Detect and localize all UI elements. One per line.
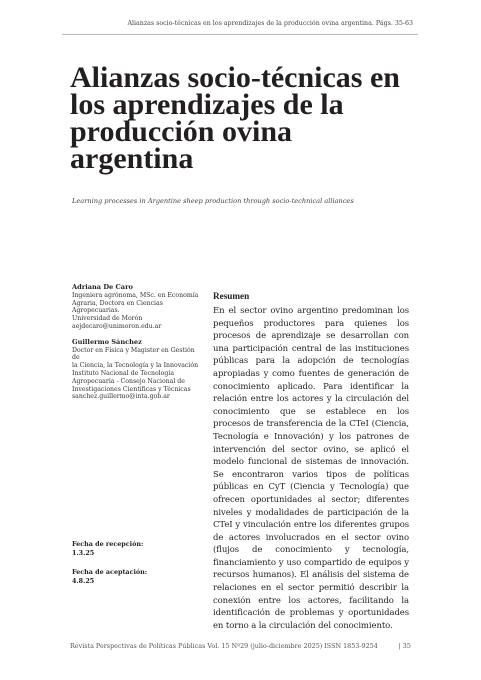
author-affiliation-line: Agraria, Doctora en Ciencias — [72, 299, 163, 307]
abstract-body: En el sector ovino argentino predominan los pequeños productores para quienes los procesos de aprendizaje se desarrollan con una participación central de las instituciones públicas para la adopción de tecnologías apropiadas y como fuentes de generación de conocimiento aplicado. Para identificar la relación entre los actores y la circulación del conocimiento que se establece en los procesos de transferencia de la CTeI (Ciencia, Tecnología e Innovación) y los patrones de intervención del sector ovino, se aplicó el modelo funcional de sistemas de innovación. Se encontraron varios tipos de políticas públicas en CyT (Ciencia y Tecnología) que ofrecen oportunidades al sector; diferentes niveles y modalidades de participación de la CTeI y vinculación entre los diferentes grupos de actores involucrados en el sector ovino (flujos de conocimiento y tecnología, financiamiento y uso compartido de equipos y recursos humanos). El análisis del sistema de relaciones en el sector permitió describir la conexión entre los actores, facilitando la identificación de problemas y oportunidades en torno a la circulación del conocimiento. — [213, 306, 409, 631]
author-affiliation-line: Instituto Nacional de Tecnología — [72, 369, 175, 377]
author-affiliation-line: Investigaciones Científicas y Técnicas — [72, 385, 191, 393]
author-name: Adriana De Caro — [72, 283, 133, 291]
accepted-label: Fecha de aceptación: — [72, 568, 148, 576]
author-affiliation-line: Ingeniera agrónoma, MSc. en Economía — [72, 291, 199, 299]
article-subtitle: Learning processes in Argentine sheep production through socio-technical alliances — [72, 197, 354, 205]
abstract — [213, 291, 409, 632]
accepted-date: 4.8.25 — [72, 577, 95, 585]
received-date: 1.3.25 — [72, 549, 95, 557]
abstract-heading: Resumen — [213, 291, 250, 301]
author-2 — [72, 339, 204, 401]
footer-journal: Revista Perspectivas de Políticas Públicas Vol. 15 Nº29 (julio-diciembre 2025) ISSN 1853-9254 — [70, 642, 378, 650]
running-head: Alianzas socio-técnicas en los aprendizajes de la producción ovina argentina. Págs. 35-63 — [127, 20, 413, 27]
author-affiliation-line: Doctor en Física y Magister en Gestión de — [72, 346, 195, 362]
author-affiliation-line: Agropecuarias. — [72, 307, 120, 315]
author-affiliation-line: la Ciencia, la Tecnología y la Innovación — [72, 362, 199, 370]
header-rule — [62, 34, 418, 35]
author-affiliation-line: Agropecuaria - Consejo Nacional de — [72, 377, 185, 385]
author-1 — [72, 284, 204, 331]
author-name: Guillermo Sánchez — [72, 337, 142, 346]
page-number: | 35 — [398, 642, 411, 650]
received-label: Fecha de recepción: — [72, 540, 144, 548]
author-affiliation-line: Universidad de Morón — [72, 315, 143, 323]
dates-block — [72, 540, 204, 596]
author-email: sanchez.guillermo@inta.gob.ar — [72, 393, 170, 401]
authors-block — [72, 284, 204, 409]
author-email: aejdecaro@unimoron.edu.ar — [72, 322, 162, 330]
article-title: Alianzas socio-técnicas en los aprendizajes de la producción ovina argentina — [70, 61, 400, 175]
